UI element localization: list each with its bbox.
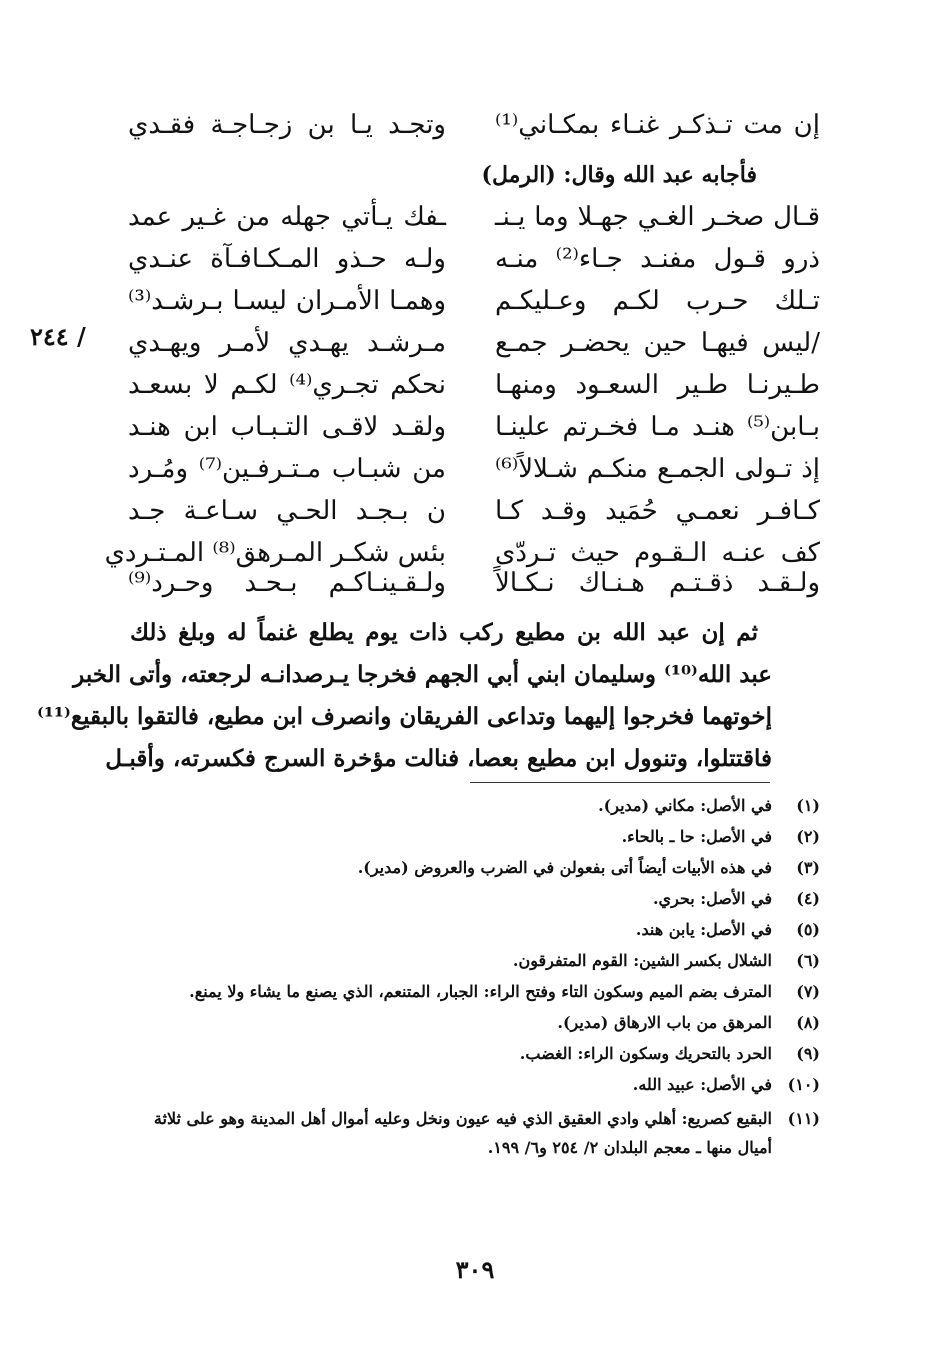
verse-row [0, 104, 944, 146]
verse-second-hemistich: وهمـا الأمـران ليسـا بـرشـد⁽³⁾ [128, 286, 446, 316]
prose-line: عبد الله⁽¹⁰⁾ وسليمان ابني أبي الجهم فخرجا يـرصدانـه لرجعته، وأتى الخبر [73, 661, 772, 688]
verse-row [0, 406, 944, 448]
footnote-text: الشلال بكسر الشين: القوم المتفرقون. [512, 951, 772, 970]
verse-second-hemistich: مـرشـد يهـدي لأمـر ويهـدي [128, 328, 446, 358]
verse-second-hemistich: ولقـد لاقـى التـبـاب ابن هنـد [128, 412, 446, 442]
footnote-divider [470, 782, 770, 783]
poem-intro: فأجابه عبد الله وقال: (الرمل) [481, 162, 757, 188]
footnote [130, 914, 820, 945]
footnote-text: المرهق من باب الارهاق (مدير). [557, 1013, 772, 1032]
verse-second-hemistich: نحكم تجـري⁽⁴⁾ لكـم لا بسعـد [128, 370, 446, 400]
verse-row [0, 562, 944, 604]
verse-row [0, 280, 944, 322]
footnote [130, 1104, 820, 1162]
footnote [130, 976, 820, 1007]
verse-first-hemistich: ذرو قـول مفنـد جـاء⁽²⁾ منـه [495, 244, 820, 274]
footnote [130, 1069, 820, 1100]
footnote-number: (١١) [787, 1109, 820, 1128]
footnote-number: (١٠) [787, 1075, 820, 1094]
prose-paragraph [36, 612, 772, 780]
footnote-text: في الأصل: حا ـ بالحاء. [621, 827, 772, 846]
footnote-text: البقيع كصريع: أهلي وادي العقيق الذي فيه عيون ونخل وعليه أموال أهل المدينة وهو على ثلاثة أميال منها ـ معجم البلدان ٢/ ٢٥٤ و٦/ ١٩٩. [153, 1109, 772, 1157]
footnote-number: (٦) [796, 951, 820, 970]
verse-second-hemistich: وتجـد يـا بن زجـاجـة فقـدي [128, 110, 446, 140]
prose-line: ثم إن عبد الله بن مطيع ركب ذات يوم يطلع غنماً له وبلغ ذلك [130, 619, 758, 646]
page-number: ٣٠٩ [455, 1255, 495, 1284]
footnote-text: المترف بضم الميم وسكون التاء وفتح الراء: الجبار، المتنعم، الذي يصنع ما يشاء ولا يمنع. [189, 982, 772, 1001]
footnote-text: في الأصل: بحري. [652, 889, 772, 908]
footnote-number: (٥) [796, 920, 820, 939]
footnote-text: في الأصل: مكاني (مدير). [598, 796, 772, 815]
footnote [130, 821, 820, 852]
verse-first-hemistich: ولـقـد ذقـتـم هـنـاك نـكـالاً [495, 568, 820, 598]
margin-page-reference: / ٢٤٤ [30, 322, 86, 351]
verse-second-hemistich: من شبـاب مـتـرفـين⁽⁷⁾ ومُـرد [128, 454, 446, 484]
footnote-number: (٤) [796, 889, 820, 908]
footnote-number: (١) [796, 796, 820, 815]
footnote [130, 852, 820, 883]
footnote [130, 945, 820, 976]
footnote-text: الحرد بالتحريك وسكون الراء: الغضب. [519, 1044, 772, 1063]
footnote-number: (٢) [796, 827, 820, 846]
verse-row [0, 448, 944, 490]
verse-first-hemistich: قـال صخـر الغـي جهـلا وما يـنـ [495, 202, 820, 232]
verse-row [0, 364, 944, 406]
footnote-text: في هذه الأبيات أيضاً أتى بفعولن في الضرب والعروض (مدير). [357, 858, 772, 877]
verse-first-hemistich: /ليس فيهـا حين يحضـر جمـع [495, 328, 820, 358]
verse-first-hemistich: كف عنـه الـقـوم حيث تـردّى [495, 538, 820, 568]
verse-first-hemistich: كـافـر نعمـي حُمَيد وقـد كـا [495, 496, 820, 526]
verse-first-hemistich: إن مت تـذكـر غنـاء بمكـاني⁽¹⁾ [495, 110, 820, 140]
verse-first-hemistich: إذ تـولى الجمـع منكـم شـلالاً⁽⁶⁾ [495, 454, 820, 484]
footnote-number: (٧) [796, 982, 820, 1001]
footnote-text: في الأصل: يابن هند. [635, 920, 772, 939]
footnote [130, 1007, 820, 1038]
verse-second-hemistich: بئس شكـر المـرهق⁽⁸⁾ المـتـردي [104, 538, 446, 568]
verse-row [0, 322, 944, 364]
verse-second-hemistich: ولـه حـذو المـكـافـآة عنـدي [128, 244, 446, 274]
footnotes [130, 790, 820, 1162]
footnote [130, 1038, 820, 1069]
verse-first-hemistich: طـيرنـا طـير السعـود ومنهـا [495, 370, 820, 400]
verse-row [0, 196, 944, 238]
prose-line: فاقتتلوا، وتنوول ابن مطيع بعصا، فنالت مؤخرة السرج فكسرته، وأقبـل [105, 745, 772, 772]
verse-row [0, 238, 944, 280]
verse-first-hemistich: بـابن⁽⁵⁾ هنـد مـا فخـرتم علينـا [495, 412, 820, 442]
verse-first-hemistich: تـلك حـرب لكـم وعـليكـم [495, 286, 820, 316]
footnote-number: (٣) [796, 858, 820, 877]
footnote-text: في الأصل: عبيد الله. [632, 1075, 772, 1094]
footnote-number: (٨) [796, 1013, 820, 1032]
verse-second-hemistich: ولـقـينـاكـم بـحـد وحـرد⁽⁹⁾ [128, 568, 446, 598]
footnote [130, 790, 820, 821]
verse-second-hemistich: ن بـجـد الحـي سـاعـة جـد [128, 496, 446, 526]
verse-second-hemistich: ـفك يـأتي جهله من غـير عمد [128, 202, 446, 232]
verse-row [0, 490, 944, 532]
prose-line: إخوتهما فخرجوا إليهما وتداعى الفريقان وانصرف ابن مطيع، فالتقوا بالبقيع⁽¹¹⁾ [36, 703, 772, 730]
footnote [130, 883, 820, 914]
footnote-number: (٩) [796, 1044, 820, 1063]
